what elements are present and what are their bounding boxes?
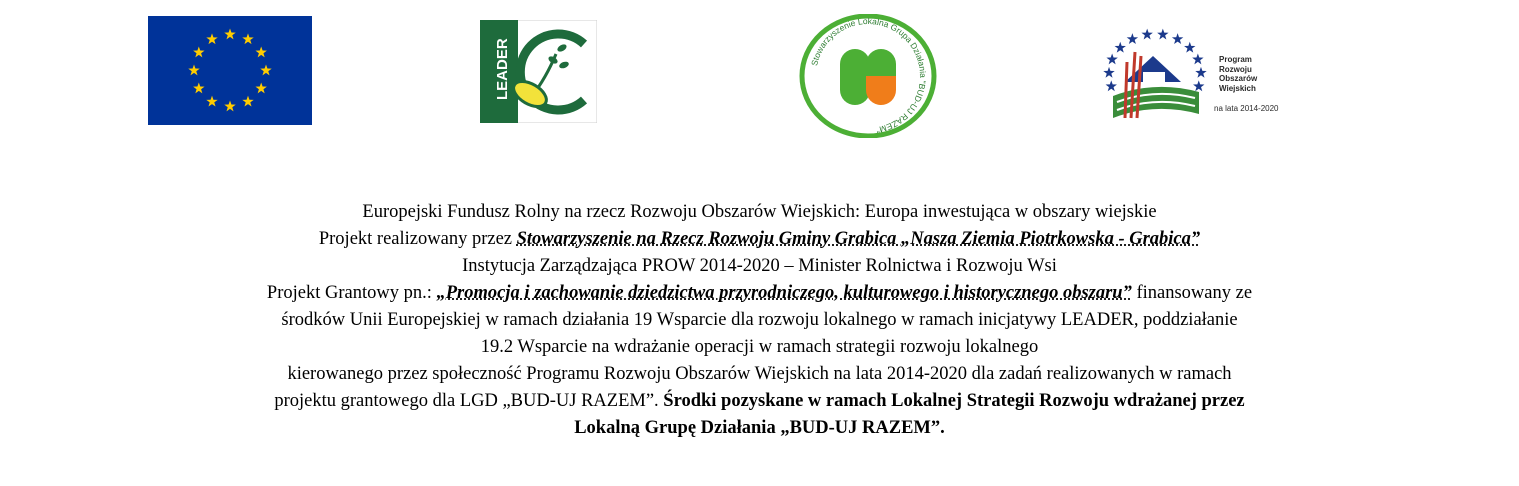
- prow-star-icon: [1172, 33, 1183, 44]
- prow-star-icon: [1195, 67, 1206, 78]
- prow-years: na lata 2014-2020: [1214, 104, 1279, 113]
- notice-line-8-prefix: projektu grantowego dla LGD „BUD-UJ RAZEM”.: [274, 391, 664, 411]
- notice-line-9: Lokalną Grupę Działania „BUD-UJ RAZEM”.: [574, 418, 945, 438]
- notice-line-4-prefix: Projekt Grantowy pn.:: [266, 283, 437, 303]
- prow-star-icon: [1103, 67, 1114, 78]
- funding-notice: [100, 199, 1419, 442]
- prow-line2: Rozwoju: [1219, 64, 1252, 74]
- notice-line-5: środków Unii Europejskiej w ramach działania 19 Wsparcie dla rozwoju lokalnego w ramach inicjatywy LEADER, poddziałanie: [281, 310, 1238, 330]
- organization-link[interactable]: Stowarzyszenie na Rzecz Rozwoju Gminy Grabica „Nasza Ziemia Piotrkowska - Grabica”: [516, 229, 1201, 249]
- leader-logo-text: LEADER: [494, 38, 511, 100]
- prow-star-icon: [1157, 29, 1168, 40]
- prow-star-icon: [1106, 53, 1117, 64]
- eu-flag-icon: [148, 16, 312, 125]
- notice-line-1: Europejski Fundusz Rolny na rzecz Rozwoju Obszarów Wiejskich: Europa inwestująca w obszary wiejskie: [362, 202, 1157, 222]
- notice-line-2: [100, 226, 1419, 253]
- prow-star-icon: [1184, 42, 1195, 53]
- notice-line-4: [100, 280, 1419, 307]
- notice-line-4-suffix: finansowany ze: [1131, 283, 1253, 303]
- prow-star-icon: [1106, 80, 1117, 91]
- notice-line-8: [100, 388, 1419, 415]
- prow-star-icon: [1192, 53, 1203, 64]
- lgd-logo-icon: [799, 14, 937, 138]
- leader-logo-icon: [480, 20, 597, 123]
- prow-line4: Wiejskich: [1219, 83, 1256, 93]
- prow-star-icon: [1193, 80, 1204, 91]
- prow-star-icon: [1141, 29, 1152, 40]
- prow-star-icon: [1115, 42, 1126, 53]
- notice-line-3: Instytucja Zarządzająca PROW 2014-2020 – Minister Rolnictwa i Rozwoju Wsi: [462, 256, 1057, 276]
- project-title-link[interactable]: „Promocja i zachowanie dziedzictwa przyrodniczego, kulturowego i historycznego obszaru”: [436, 283, 1132, 303]
- notice-line-8-bold: Środki pozyskane w ramach Lokalnej Strategii Rozwoju wdrażanej przez: [663, 391, 1245, 411]
- lgd-ring-text: Stowarzyszenie Lokalna Grupa Działania "BUD-UJ RAZEM": [809, 15, 929, 136]
- notice-line-2-prefix: Projekt realizowany przez: [318, 229, 517, 249]
- prow-star-icon: [1127, 33, 1138, 44]
- notice-line-7: kierowanego przez społeczność Programu Rozwoju Obszarów Wiejskich na lata 2014-2020 dla zadań realizowanych w ramach: [287, 364, 1232, 384]
- prow-logo-text: [1219, 55, 1257, 93]
- four-leaf-clover-icon: [840, 49, 896, 105]
- prow-line3: Obszarów: [1219, 74, 1258, 83]
- notice-line-6: 19.2 Wsparcie na wdrażanie operacji w ramach strategii rozwoju lokalnego: [480, 337, 1039, 357]
- prow-line1: Program: [1219, 55, 1252, 64]
